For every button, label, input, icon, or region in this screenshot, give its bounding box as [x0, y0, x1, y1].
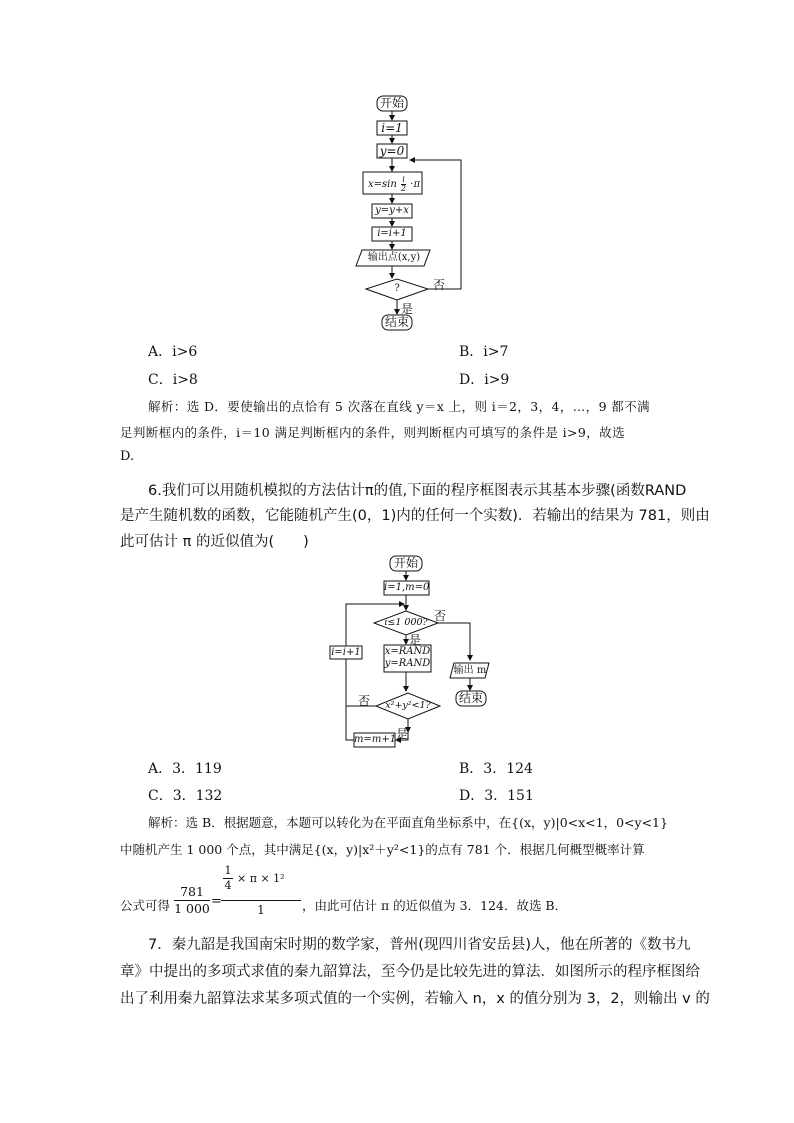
q5-option-a: A．i>6: [148, 344, 198, 360]
q6-equals: =: [211, 894, 222, 909]
q7-text-line-3: 出了利用秦九韶算法求某多项式值的一个实例，若输入 n，x 的值分别为 3，2，则输出 v 的: [120, 991, 710, 1007]
end-label: 结束: [384, 315, 409, 329]
q6-text-line-2: 是产生随机数的函数，它能随机产生(0，1)内的任何一个实数)．若输出的结果为 781，则由: [120, 508, 710, 524]
incr-m-label: m=m+1: [354, 734, 397, 745]
q6-inner-num: 1: [224, 864, 232, 877]
q6-frac1-num: 781: [180, 884, 204, 899]
no-label-3: 否: [358, 694, 371, 708]
q5-option-b: B．i>7: [459, 344, 509, 360]
init-i-label: i=1: [381, 121, 403, 135]
init-label-2: i=1,m=0: [384, 582, 430, 593]
yes-label-3: 是: [396, 727, 409, 741]
condition-label: ?: [394, 283, 400, 294]
q6-frac2-rest: × π × 1²: [237, 872, 285, 885]
q6-option-d: D．3．151: [459, 788, 534, 804]
q6-fraction-2: [221, 864, 301, 919]
q7-text-line-1: 7．秦九韶是我国南宋时期的数学家，普州(现四川省安岳县)人，他在所著的《数书九: [148, 937, 691, 953]
x-frac-num: i: [402, 175, 405, 184]
start-label-2: 开始: [393, 556, 418, 570]
incr-i-label: i=i+1: [331, 647, 361, 658]
q6-fraction-1: [174, 884, 210, 917]
init-y-label: y=0: [379, 144, 405, 158]
q5-option-c: C．i>8: [148, 372, 198, 388]
rand-x-label: x=RAND: [384, 646, 431, 657]
q6-solution-prefix: 公式可得: [120, 898, 171, 913]
cond2-label: x²+y²<1?: [385, 700, 431, 711]
q5-option-d: D．i>9: [459, 372, 510, 388]
x-pi: ·π: [410, 179, 421, 190]
q6-text-line-3: 此可估计 π 的近似值为( ): [120, 534, 309, 550]
q6-frac1-den: 1 000: [174, 901, 210, 916]
no-label-2: 否: [434, 609, 447, 623]
q5-solution-line-1: 解析：选 D．要使输出的点恰有 5 次落在直线 y＝x 上，则 i＝2，3，4，…，9 都不满: [148, 399, 651, 414]
q5-solution-line-3: D.: [120, 449, 135, 464]
yes-label: 是: [401, 302, 414, 316]
condition-label-2: i≤1 000?: [384, 617, 428, 628]
q7-text-line-2: 章》中提出的多项式求值的秦九韶算法，至今仍是比较先进的算法．如图所示的程序框图给: [120, 964, 700, 980]
rand-y-label: y=RAND: [384, 658, 431, 669]
i-update-label: i=i+1: [377, 228, 407, 239]
q6-inner-frac: [223, 864, 233, 893]
x-assign-text: x=sin: [368, 179, 397, 190]
q6-frac2-num: [221, 864, 301, 900]
x-assign-label: [368, 176, 420, 193]
q6-option-c: C．3．132: [148, 788, 223, 804]
y-update-label: y=y+x: [375, 205, 409, 216]
end-label-2: 结束: [458, 691, 483, 705]
q6-text-line-1: 6.我们可以用随机模拟的方法估计π的值,下面的程序框图表示其基本步骤(函数RAND: [148, 483, 687, 499]
output-label-2: 输出 m: [453, 665, 487, 676]
q6-option-a: A．3．119: [148, 761, 222, 777]
x-frac: [401, 176, 406, 193]
q5-solution-line-2: 足判断框内的条件，i＝10 满足判断框内的条件，则判断框内可填写的条件是 i>9，故选: [120, 425, 625, 440]
no-label: 否: [433, 278, 446, 292]
x-frac-den: 2: [400, 184, 407, 193]
q6-inner-den: 4: [224, 879, 232, 892]
q6-solution-suffix: ，由此可估计 π 的近似值为 3．124．故选 B．: [302, 898, 568, 913]
yes-label-2: 是: [409, 633, 422, 647]
q6-solution-line-1: 解析：选 B．根据题意，本题可以转化为在平面直角坐标系中，在{(x，y)|0<x<1，0<y<1}: [148, 815, 668, 830]
q6-solution-line-2: 中随机产生 1 000 个点，其中满足{(x，y)|x²＋y²<1}的点有 781 个．根据几何概型概率计算: [120, 842, 645, 857]
q6-option-b: B．3．124: [459, 761, 533, 777]
q6-frac2-den: 1: [221, 900, 301, 919]
output-label: 输出点(x,y): [367, 252, 421, 263]
start-label: 开始: [379, 96, 404, 110]
